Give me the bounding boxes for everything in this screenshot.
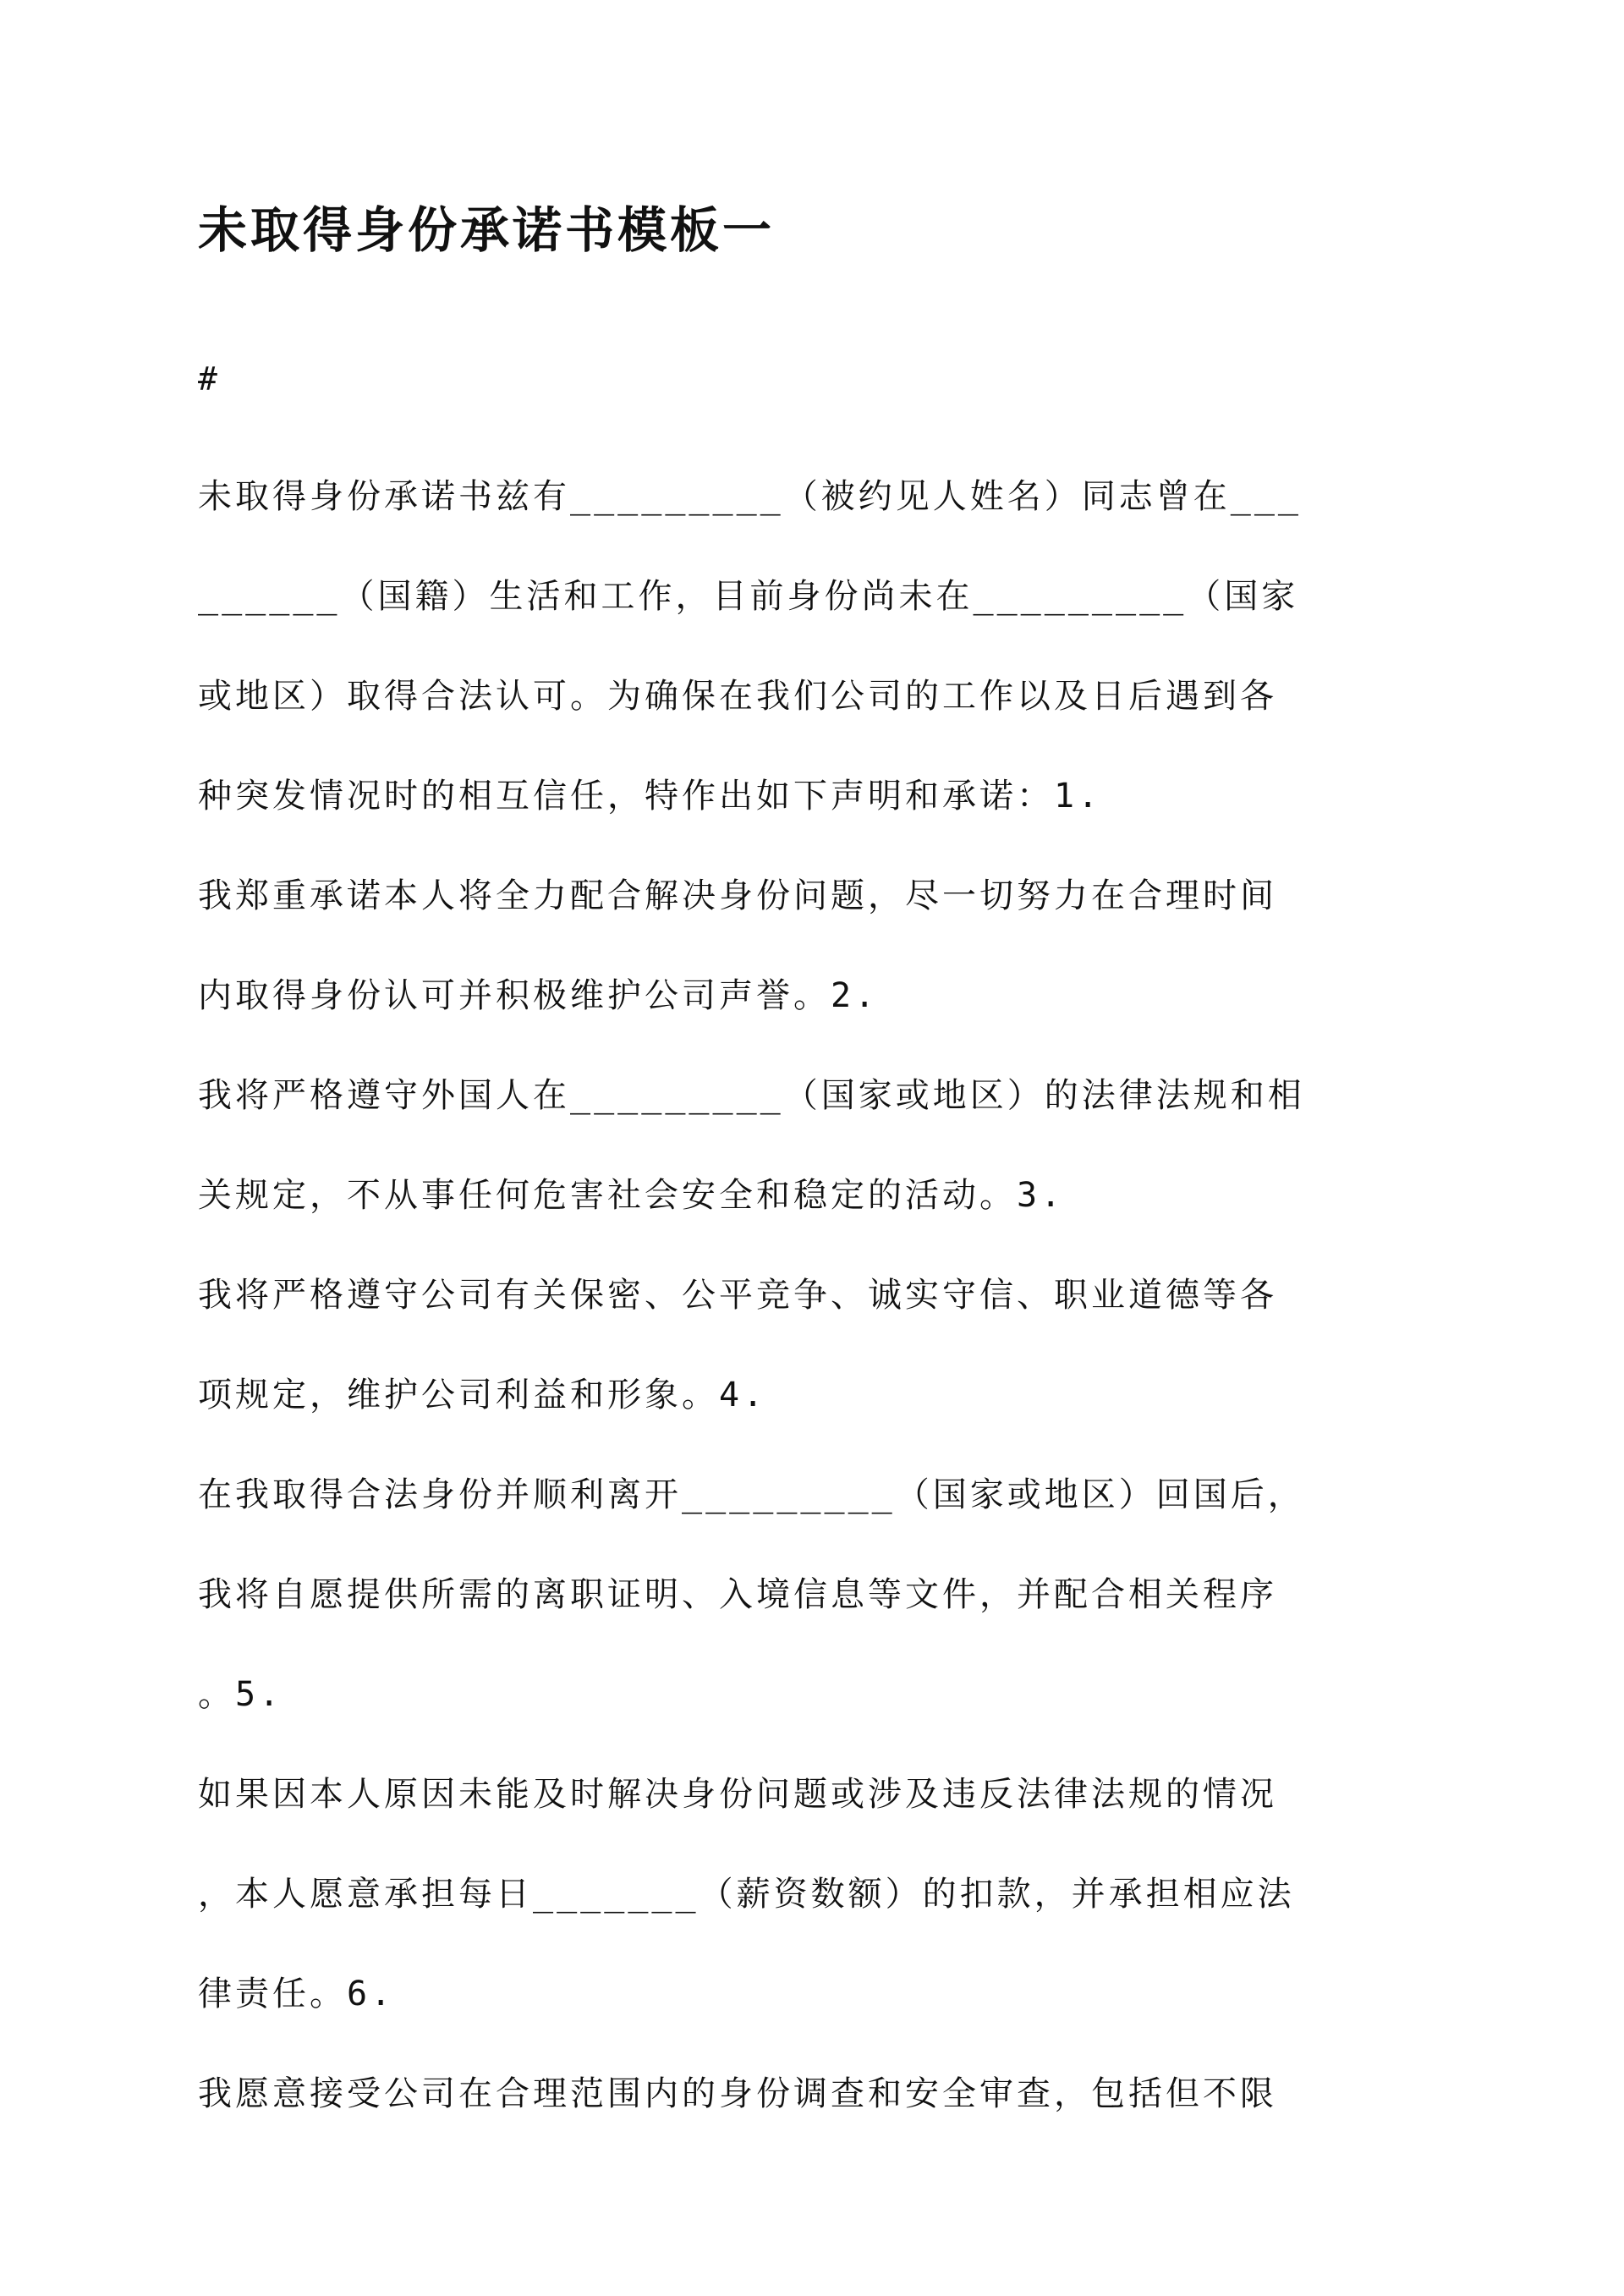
body-line-7: 我将严格遵守外国人在_________（国家或地区）的法律法规和相 xyxy=(198,1076,1305,1115)
body-line-2: ______（国籍）生活和工作，目前身份尚未在_________（国家 xyxy=(198,577,1299,616)
body-line-8: 关规定，不从事任何危害社会安全和稳定的活动。3. xyxy=(198,1176,1065,1215)
body-line-3: 或地区）取得合法认可。为确保在我们公司的工作以及日后遇到各 xyxy=(198,677,1277,716)
body-line-5: 我郑重承诺本人将全力配合解决身份问题，尽一切努力在合理时间 xyxy=(198,876,1277,915)
body-line-4: 种突发情况时的相互信任，特作出如下声明和承诺：1. xyxy=(198,777,1102,816)
document-body xyxy=(198,447,1433,2144)
body-line-6: 内取得身份认可并积极维护公司声誉。2. xyxy=(198,976,879,1015)
body-line-16: 律责任。6. xyxy=(198,1975,395,2013)
body-line-12: 我将自愿提供所需的离职证明、入境信息等文件，并配合相关程序 xyxy=(198,1575,1277,1614)
body-line-17: 我愿意接受公司在合理范围内的身份调查和安全审查，包括但不限 xyxy=(198,2074,1277,2113)
body-line-9: 我将严格遵守公司有关保密、公平竞争、诚实守信、职业道德等各 xyxy=(198,1276,1277,1315)
body-line-14: 如果因本人原因未能及时解决身份问题或涉及违反法律法规的情况 xyxy=(198,1775,1277,1814)
body-line-15: ，本人愿意承担每日_______（薪资数额）的扣款，并承担相应法 xyxy=(198,1875,1295,1914)
body-line-13: 。5. xyxy=(198,1675,283,1714)
body-line-11: 在我取得合法身份并顺利离开_________（国家或地区）回国后， xyxy=(198,1475,1305,1514)
hash-marker: # xyxy=(198,360,217,398)
document-title: 未取得身份承诺书模板一 xyxy=(198,201,776,259)
body-line-10: 项规定，维护公司利益和形象。4. xyxy=(198,1376,767,1414)
body-line-1: 未取得身份承诺书兹有_________（被约见人姓名）同志曾在___ xyxy=(198,477,1302,516)
